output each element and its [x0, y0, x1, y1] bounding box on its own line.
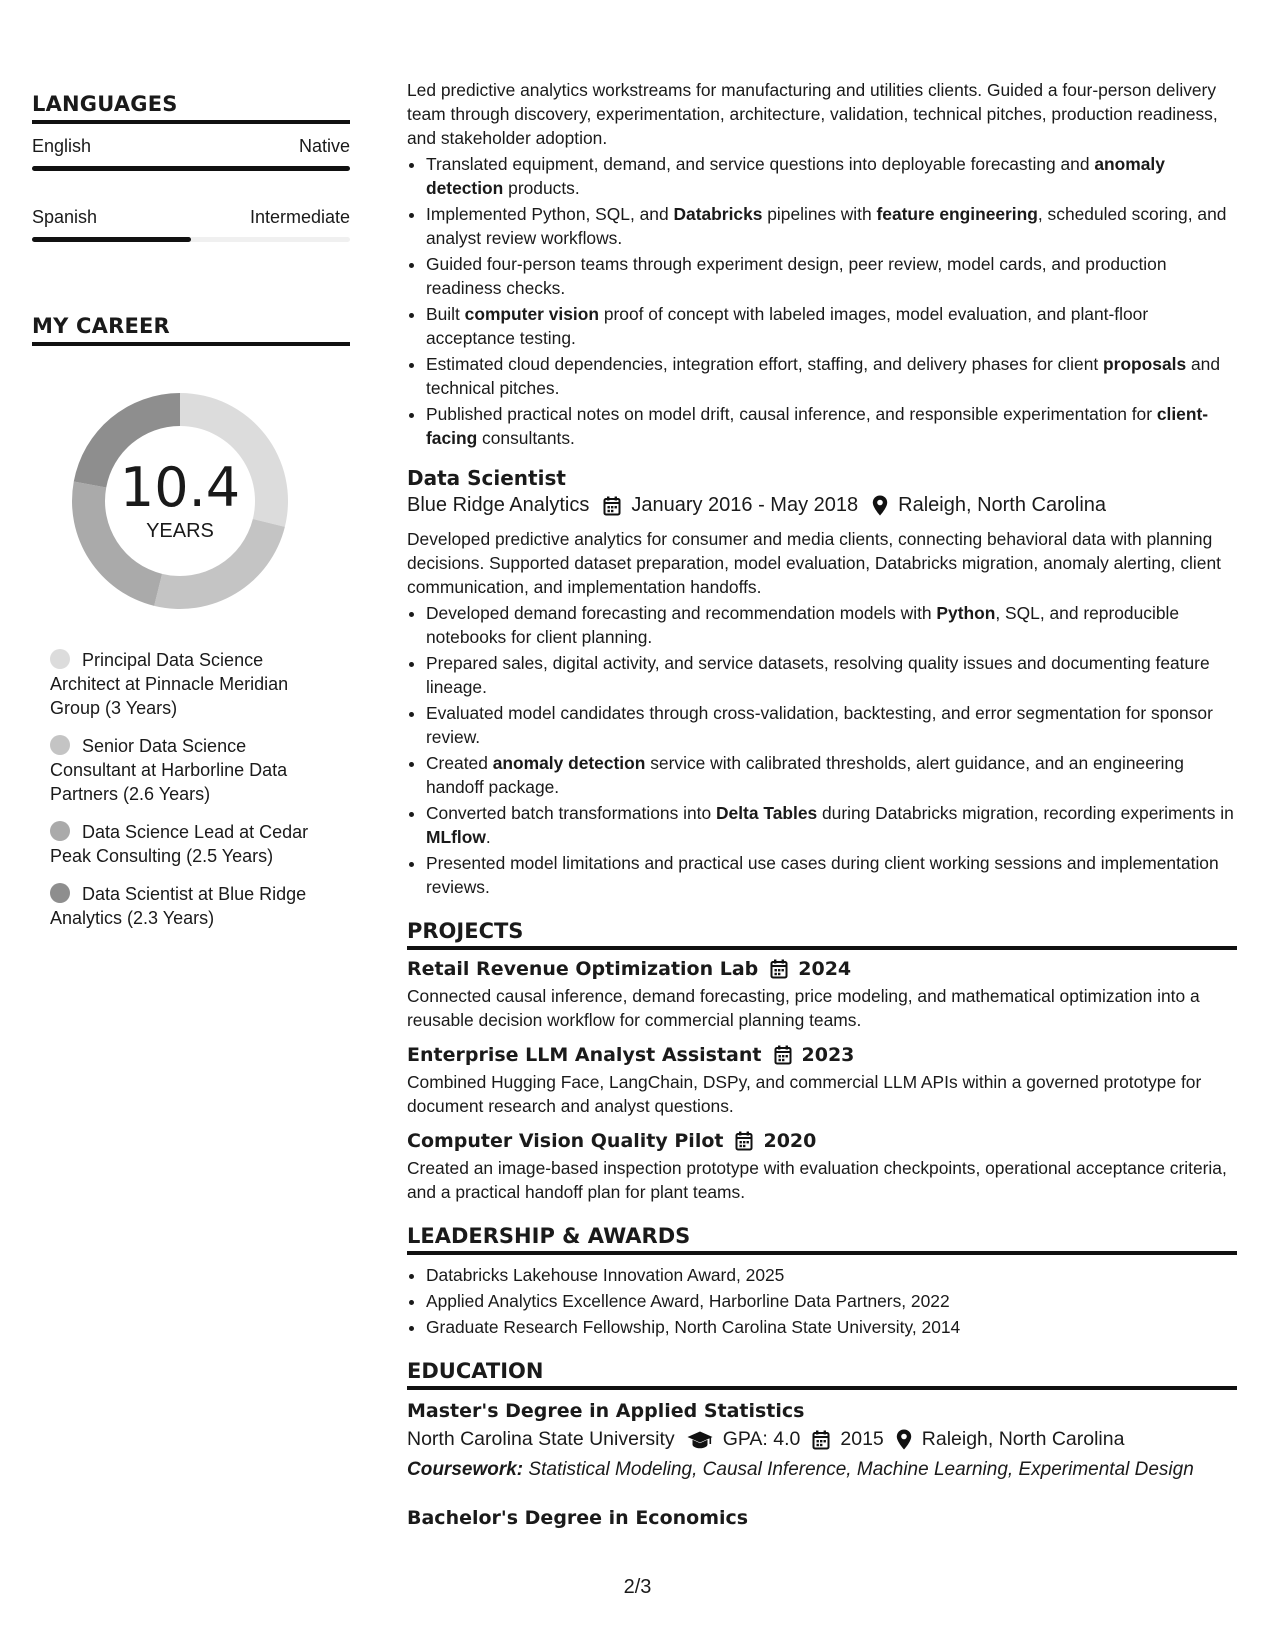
bold-keyword: computer vision	[464, 304, 599, 324]
education-gpa: GPA: 4.0	[722, 1428, 801, 1450]
language-proficiency-bar	[32, 237, 350, 242]
bold-keyword: proposals	[1103, 354, 1187, 374]
project-title	[407, 1044, 1237, 1066]
calendar-icon	[603, 496, 621, 516]
text-run: Prepared sales, digital activity, and service datasets, resolving quality issues and documenting feature lineage.	[426, 653, 1210, 697]
career-legend-item	[50, 648, 320, 720]
text-run: , scheduled scoring, and analyst review workflows.	[426, 204, 1227, 248]
legend-label: Data Scientist at Blue Ridge Analytics (2.3 Years)	[50, 884, 307, 928]
language-name: English	[32, 136, 92, 156]
project-title	[407, 1130, 1237, 1152]
project-year: 2023	[801, 1044, 855, 1066]
project-name: Enterprise LLM Analyst Assistant	[407, 1044, 762, 1066]
job-location: Raleigh, North Carolina	[898, 494, 1107, 516]
career-legend-item	[50, 734, 320, 806]
career-donut	[65, 386, 295, 616]
bold-keyword: anomaly detection	[426, 154, 1165, 198]
bullet-item	[426, 152, 1237, 200]
text-run: Converted batch transformations into	[426, 803, 716, 823]
text-run: service with calibrated thresholds, alert guidance, and an engineering handoff package.	[426, 753, 1184, 797]
graduation-cap-icon	[687, 1431, 713, 1449]
bullet-item	[426, 252, 1237, 300]
bold-keyword: Delta Tables	[716, 803, 818, 823]
project-year: 2020	[763, 1130, 817, 1152]
career-years-label: YEARS	[146, 520, 214, 542]
bold-keyword: feature engineering	[876, 204, 1038, 224]
calendar-icon	[774, 1045, 792, 1065]
projects-title: PROJECTS	[407, 919, 1237, 950]
language-row	[32, 136, 350, 157]
text-run: products.	[503, 178, 580, 198]
text-run: and technical pitches.	[426, 354, 1221, 398]
career-section	[32, 314, 350, 930]
location-pin-icon	[872, 495, 888, 516]
calendar-icon	[735, 1131, 753, 1151]
project-description: Connected causal inference, demand forecasting, price modeling, and mathematical optimization into a reusable decision workflow for commercial planning teams.	[407, 986, 1200, 1030]
career-legend-item	[50, 882, 320, 930]
right-column	[407, 78, 1237, 1529]
legend-swatch	[50, 649, 70, 669]
language-row	[32, 207, 350, 228]
awards-title: LEADERSHIP & AWARDS	[407, 1224, 1237, 1255]
languages-list	[32, 136, 350, 242]
career-legend	[50, 648, 350, 930]
project-description: Combined Hugging Face, LangChain, DSPy, and commercial LLM APIs within a governed prototype for document research and analyst questions.	[407, 1072, 1202, 1116]
text-run: Published practical notes on model drift, causal inference, and responsible experimentation for	[426, 404, 1157, 424]
job-summary: Developed predictive analytics for consumer and media clients, connecting behavioral data with planning decisions. Supported dataset preparation, model evaluation, Databricks migration, anomaly alerting, client communication, and implementation handoffs.	[407, 529, 1221, 597]
job-meta	[407, 494, 1237, 517]
education-title: EDUCATION	[407, 1359, 1237, 1390]
projects-list	[407, 958, 1237, 1204]
previous-job-summary: Led predictive analytics workstreams for manufacturing and utilities clients. Guided a four-person delivery team through discovery, experimentation, architecture, validation, technical pitches, production readiness, and stakeholder adoption.	[407, 80, 1218, 148]
project-title	[407, 958, 1237, 980]
bullet-item	[426, 851, 1237, 899]
legend-swatch	[50, 735, 70, 755]
career-total-years: 10.4	[119, 456, 241, 519]
job-dates: January 2016 - May 2018	[631, 494, 859, 516]
language-proficiency-fill	[32, 237, 191, 242]
bullet-item	[426, 801, 1237, 849]
awards-list	[407, 1263, 1237, 1339]
coursework-label: Coursework:	[407, 1459, 524, 1480]
text-run: consultants.	[477, 428, 575, 448]
coursework-text: Statistical Modeling, Causal Inference, Machine Learning, Experimental Design	[528, 1459, 1194, 1480]
text-run: Developed demand forecasting and recommendation models with	[426, 603, 937, 623]
text-run: .	[485, 827, 491, 847]
bullet-item	[426, 751, 1237, 799]
job-title: Data Scientist	[407, 466, 566, 490]
education-degree-2: Bachelor's Degree in Economics	[407, 1507, 749, 1529]
education-meta-1	[407, 1428, 1237, 1451]
legend-swatch	[50, 821, 70, 841]
legend-label: Data Science Lead at Cedar Peak Consulting (2.5 Years)	[50, 822, 309, 866]
career-legend-item	[50, 820, 320, 868]
job-bullets	[407, 601, 1237, 899]
text-run: Evaluated model candidates through cross-validation, backtesting, and error segmentation for sponsor review.	[426, 703, 1213, 747]
text-run: proof of concept with labeled images, model evaluation, and plant-floor acceptance testing.	[426, 304, 1149, 348]
bullet-item	[426, 202, 1237, 250]
language-proficiency-fill	[32, 166, 350, 171]
text-run: , SQL, and reproducible notebooks for client planning.	[426, 603, 1180, 647]
bullet-item	[426, 601, 1237, 649]
project-name: Computer Vision Quality Pilot	[407, 1130, 724, 1152]
job-company: Blue Ridge Analytics	[407, 494, 590, 516]
text-run: during Databricks migration, recording experiments in	[817, 803, 1234, 823]
text-run: Created	[426, 753, 493, 773]
calendar-icon	[812, 1430, 830, 1450]
bullet-item	[426, 352, 1237, 400]
bullet-item	[426, 651, 1237, 699]
project-name: Retail Revenue Optimization Lab	[407, 958, 759, 980]
location-pin-icon	[896, 1429, 912, 1450]
project-year: 2024	[798, 958, 852, 980]
bold-keyword: anomaly detection	[492, 753, 646, 773]
text-run: Implemented Python, SQL, and	[426, 204, 674, 224]
bold-keyword: Databricks	[673, 204, 763, 224]
career-title: MY CAREER	[32, 314, 350, 346]
education-degree-1: Master's Degree in Applied Statistics	[407, 1400, 805, 1422]
legend-label: Senior Data Science Consultant at Harborline Data Partners (2.6 Years)	[50, 736, 288, 804]
page-number: 2/3	[623, 1576, 652, 1598]
bold-keyword: Python	[936, 603, 996, 623]
text-run: Estimated cloud dependencies, integration effort, staffing, and delivery phases for client	[426, 354, 1104, 374]
language-proficiency-bar	[32, 166, 350, 171]
award-item: • Graduate Research Fellowship, North Carolina State University, 2014	[426, 1315, 1237, 1339]
calendar-icon	[770, 959, 788, 979]
text-run: Guided four-person teams through experiment design, peer review, model cards, and production readiness checks.	[426, 254, 1167, 298]
language-name: Spanish	[32, 207, 98, 227]
left-column	[32, 92, 350, 944]
education-year: 2015	[840, 1428, 884, 1450]
previous-job-bullets	[407, 152, 1237, 450]
award-item: • Databricks Lakehouse Innovation Award, 2025	[426, 1263, 1237, 1287]
text-run: Translated equipment, demand, and service questions into deployable forecasting and	[426, 154, 1095, 174]
bullet-item	[426, 302, 1237, 350]
education-coursework	[407, 1459, 1237, 1481]
legend-label: Principal Data Science Architect at Pinnacle Meridian Group (3 Years)	[50, 650, 289, 718]
bold-keyword: MLflow	[426, 827, 486, 847]
education-location: Raleigh, North Carolina	[921, 1428, 1125, 1450]
bullet-item	[426, 701, 1237, 749]
text-run: Built	[426, 304, 465, 324]
text-run: Presented model limitations and practical use cases during client working sessions and implementation reviews.	[426, 853, 1219, 897]
bullet-item	[426, 402, 1237, 450]
education-school: North Carolina State University	[407, 1428, 675, 1450]
project-description: Created an image-based inspection prototype with evaluation checkpoints, operational acceptance criteria, and a practical handoff plan for plant teams.	[407, 1158, 1227, 1202]
languages-title: LANGUAGES	[32, 92, 350, 124]
legend-swatch	[50, 883, 70, 903]
language-level: Intermediate	[249, 207, 350, 227]
award-item: • Applied Analytics Excellence Award, Harborline Data Partners, 2022	[426, 1289, 1237, 1313]
text-run: pipelines with	[762, 204, 877, 224]
bold-keyword: client-facing	[426, 404, 1209, 448]
language-level: Native	[298, 136, 350, 156]
